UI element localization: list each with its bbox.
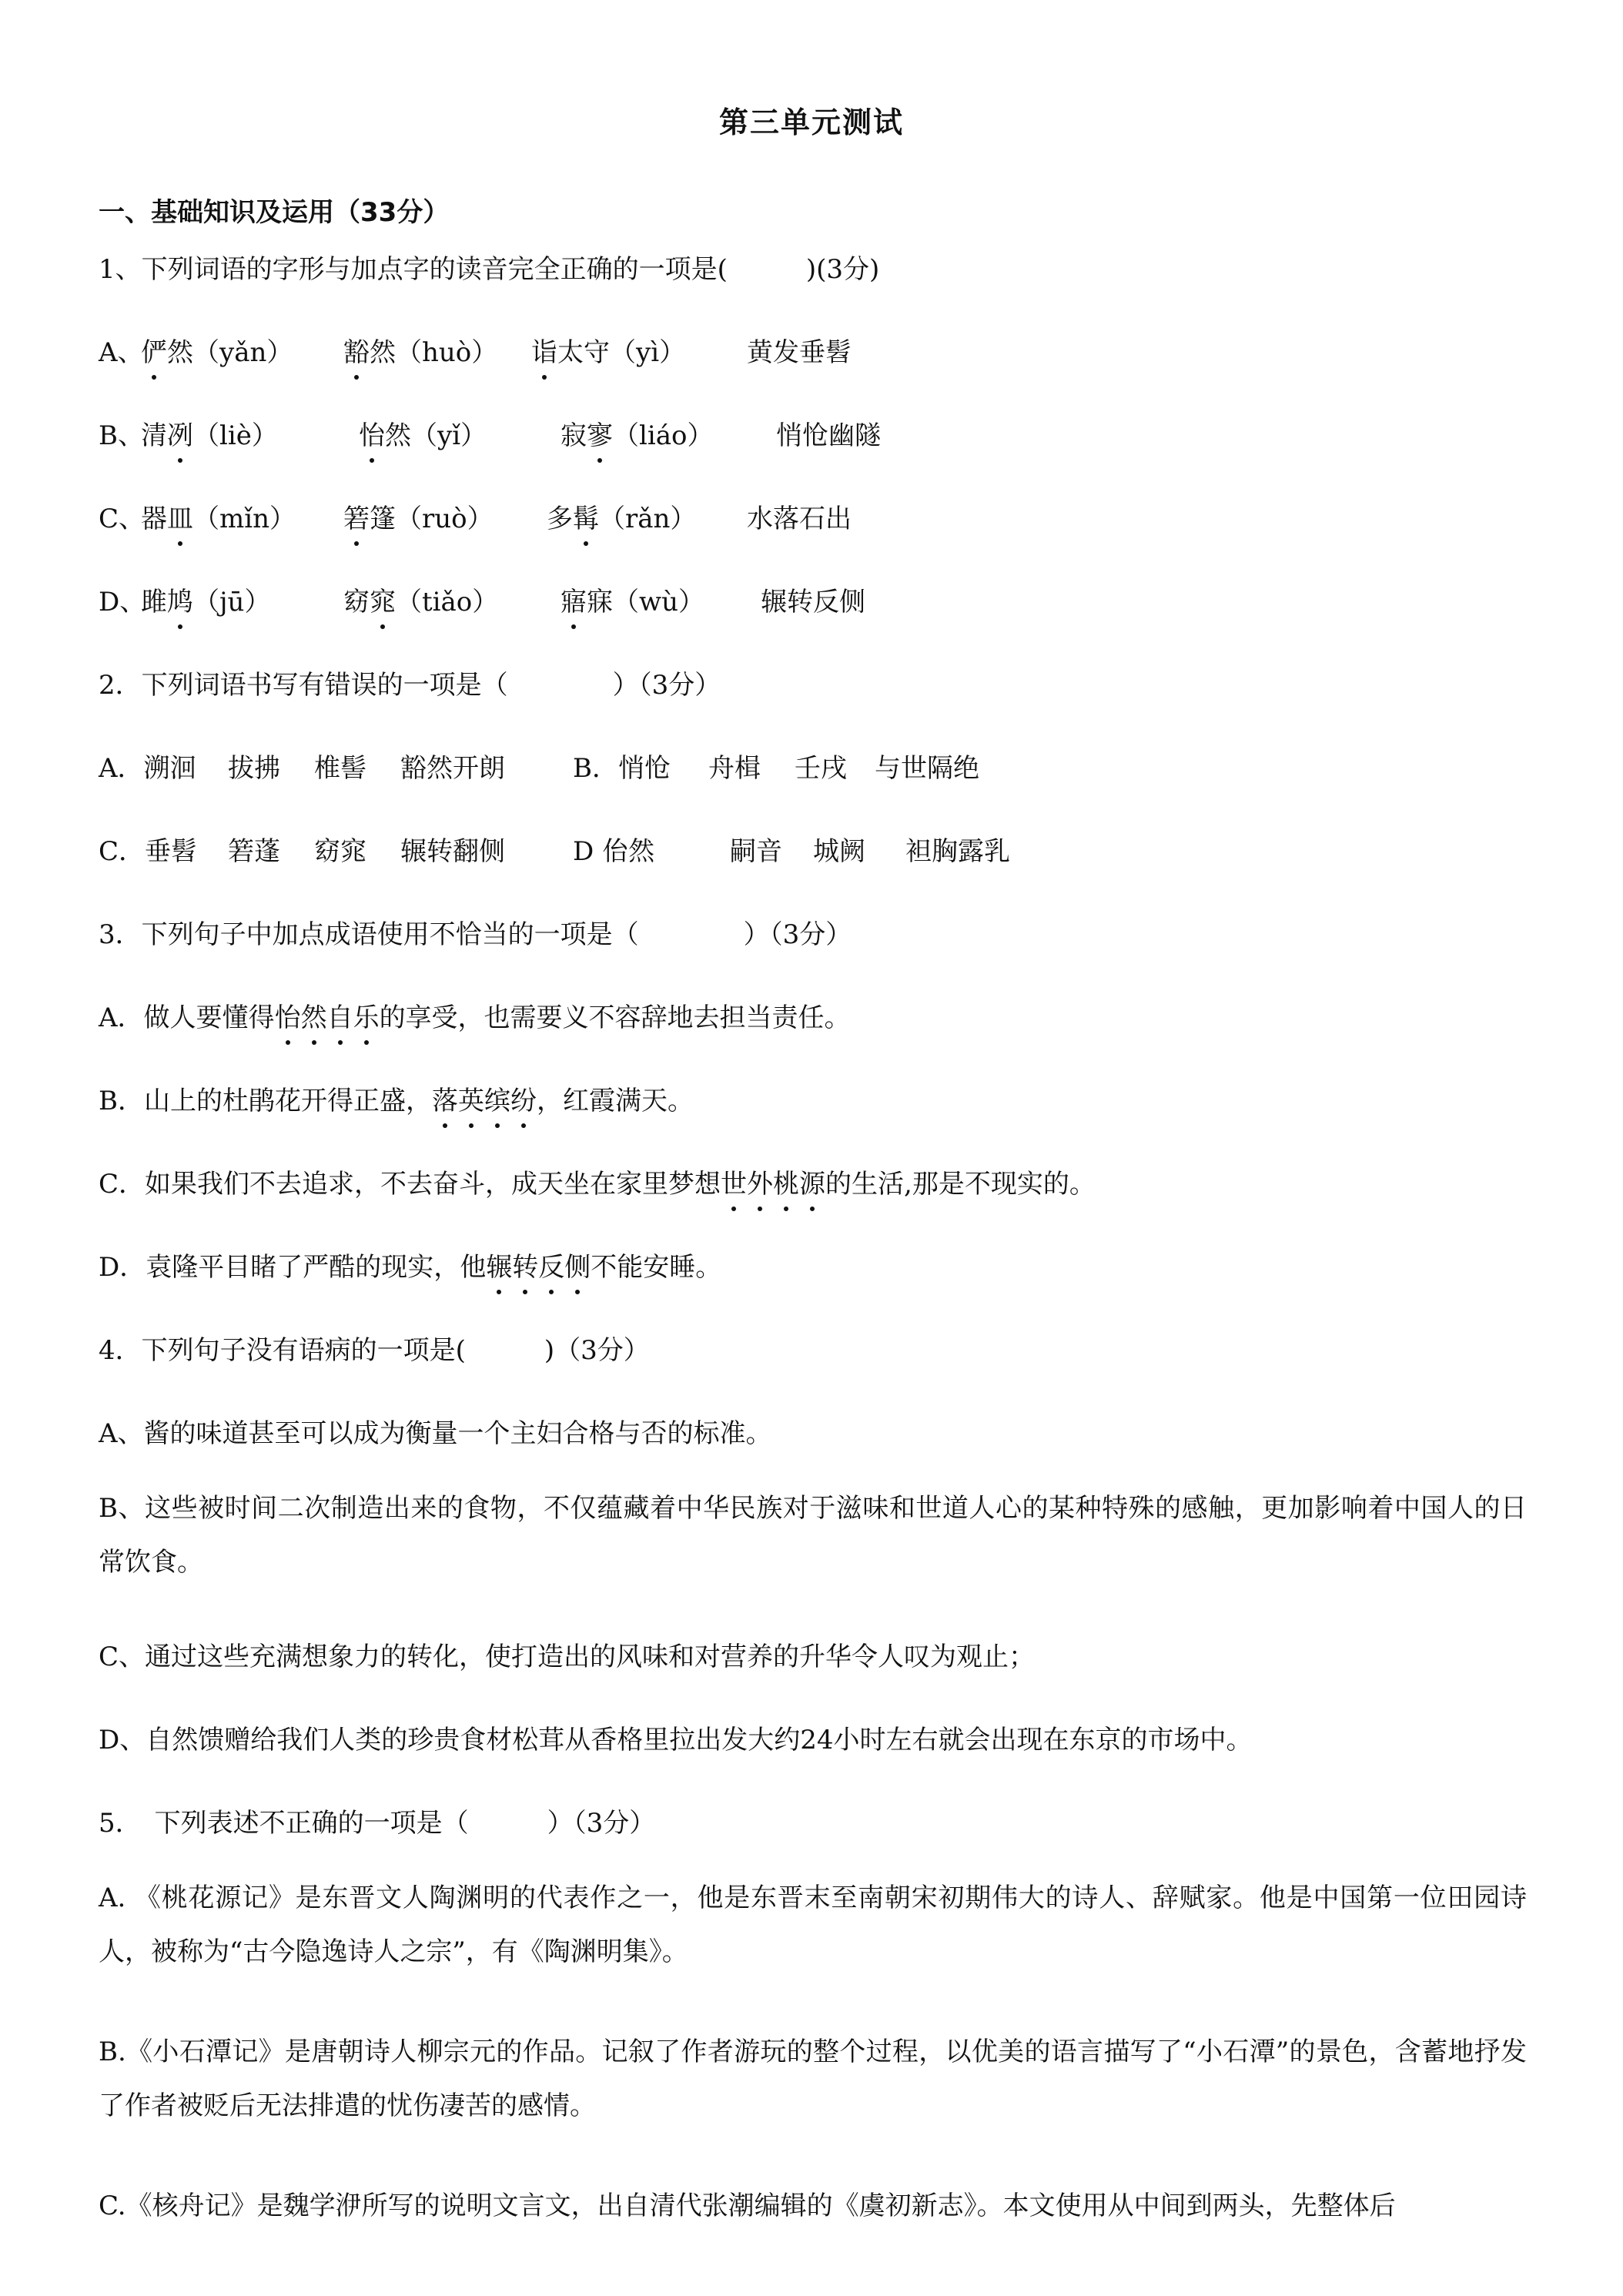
dotted-char: 豁 — [343, 331, 370, 369]
q3-option-a: A．做人要懂得怡然自乐的享受，也需要义不容辞地去担当责任。 — [99, 996, 851, 1034]
option-label: B、 — [99, 420, 144, 451]
option-word: C．垂髫 — [99, 836, 198, 867]
option-word: 嗣音 — [730, 836, 782, 867]
q4-option-c: C、通过这些充满想象力的转化，使打造出的风味和对营养的升华令人叹为观止； — [99, 1642, 1036, 1672]
q3-stem: 3．下列句子中加点成语使用不恰当的一项是（ ）（3分） — [99, 919, 852, 950]
dotted-char: 桃 — [773, 1163, 799, 1200]
option-word: 窈窕（tiǎo） — [343, 581, 498, 618]
option-label: A、 — [99, 337, 144, 368]
dotted-char: 缤 — [484, 1079, 510, 1117]
q4-option-b: B、这些被时间二次制造出来的食物，不仅蕴藏着中华民族对于滋味和世道人心的某种特殊的感触，更加影响着中国人的日常饮食。 — [99, 1493, 1527, 1578]
option-label: C、 — [99, 504, 146, 534]
option-word: 诣太守（yì） — [531, 331, 685, 369]
option-word: 椎髻 — [314, 753, 366, 784]
dotted-char: 自 — [327, 996, 353, 1034]
dotted-char: 冽 — [167, 414, 193, 452]
dotted-idiom — [432, 1086, 537, 1116]
dotted-char: 侧 — [564, 1246, 591, 1284]
option-word: 豁然（huò） — [343, 331, 497, 369]
dotted-char: 皿 — [167, 497, 193, 535]
dotted-char: 然 — [301, 996, 327, 1034]
dotted-char: 怡 — [359, 414, 385, 452]
option-word: 窈窕 — [314, 836, 366, 867]
q5-option-b: B.《小石潭记》是唐朝诗人柳宗元的作品。记叙了作者游玩的整个过程，以优美的语言描写了“小石潭”的景色，含蓄地抒发了作者被贬后无法排遣的忧伤凄苦的感情。 — [99, 2037, 1527, 2121]
q5-option-a: A. 《桃花源记》是东晋文人陶渊明的代表作之一，他是东晋末至南朝宋初期伟大的诗人、辞赋家。他是中国第一位田园诗人，被称为“古今隐逸诗人之宗”，有《陶渊明集》。 — [99, 1883, 1527, 1967]
option-word: 寂寥（liáo） — [561, 414, 714, 452]
option-word: 悄怆幽隧 — [776, 420, 881, 451]
dotted-char: 窕 — [370, 581, 396, 618]
option-word: 辗转翻侧 — [400, 836, 505, 867]
dotted-char: 反 — [538, 1246, 564, 1284]
dotted-idiom — [721, 1169, 825, 1200]
option-word: 与世隔绝 — [875, 753, 979, 784]
q4-stem: 4．下列句子没有语病的一项是( )（3分） — [99, 1335, 650, 1366]
option-word: 清冽（liè） — [141, 414, 278, 452]
option-word: 辗转反侧 — [761, 587, 865, 618]
q3-option-d: D．袁隆平目睹了严酷的现实，他辗转反侧不能安睡。 — [99, 1246, 721, 1284]
q3-option-b: B．山上的杜鹃花开得正盛，落英缤纷，红霞满天。 — [99, 1079, 694, 1117]
q5-option-c: C.《核舟记》是魏学洢所写的说明文言文，出自清代张潮编辑的《虞初新志》。本文使用从中间到两头，先整体后 — [99, 2191, 1396, 2221]
dotted-char: 髯 — [573, 497, 599, 535]
dotted-char: 世 — [721, 1163, 747, 1200]
dotted-char: 源 — [799, 1163, 825, 1200]
dotted-char: 落 — [432, 1079, 458, 1117]
q3-option-c: C．如果我们不去追求，不去奋斗，成天坐在家里梦想世外桃源的生活,那是不现实的。 — [99, 1163, 1096, 1200]
option-word: D 佁然 — [573, 836, 655, 867]
dotted-char: 寤 — [561, 581, 587, 618]
option-word: 壬戌 — [795, 753, 847, 784]
option-word: 箬蓬 — [228, 836, 280, 867]
page-title: 第三单元测试 — [718, 105, 904, 139]
option-word: B．悄怆 — [573, 753, 671, 784]
dotted-char: 转 — [512, 1246, 538, 1284]
q4-option-d: D、自然馈赠给我们人类的珍贵食材松茸从香格里拉出发大约24小时左右就会出现在东京的市场中。 — [99, 1725, 1253, 1755]
q4-option-a: A、酱的味道甚至可以成为衡量一个主妇合格与否的标准。 — [99, 1418, 772, 1449]
dotted-idiom — [275, 1002, 380, 1033]
dotted-char: 怡 — [275, 996, 301, 1034]
option-word: 箬篷（ruò） — [343, 497, 494, 535]
option-word: 城阙 — [813, 836, 865, 867]
option-word: 器皿（mǐn） — [141, 497, 296, 535]
dotted-char: 诣 — [531, 331, 557, 369]
q2-stem: 2．下列词语书写有错误的一项是（ ）（3分） — [99, 670, 721, 701]
dotted-char: 纷 — [510, 1079, 537, 1117]
option-word: A．溯洄 — [99, 753, 196, 784]
dotted-char: 俨 — [141, 331, 167, 369]
dotted-char: 鸠 — [167, 581, 193, 618]
option-word: 袒胸露乳 — [905, 836, 1010, 867]
option-word: 俨然（yǎn） — [141, 331, 293, 369]
option-word: 水落石出 — [747, 504, 852, 534]
dotted-char: 英 — [458, 1079, 484, 1117]
section-heading: 一、基础知识及运用（33分） — [99, 197, 450, 228]
option-word: 寤寐（wù） — [561, 581, 704, 618]
option-word: 拔拂 — [228, 753, 280, 784]
dotted-char: 乐 — [353, 996, 380, 1034]
q1-stem: 1、下列词语的字形与加点字的读音完全正确的一项是( )(3分) — [99, 254, 880, 285]
option-word: 舟楫 — [708, 753, 761, 784]
option-word: 雎鸠（jū） — [141, 581, 270, 618]
option-word: 豁然开朗 — [400, 753, 505, 784]
q5-stem: 5． 下列表述不正确的一项是（ ）（3分） — [99, 1808, 656, 1839]
dotted-char: 辗 — [486, 1246, 512, 1284]
option-word: 黄发垂髫 — [747, 337, 852, 368]
dotted-char: 寥 — [587, 414, 613, 452]
option-label: D、 — [99, 587, 146, 618]
dotted-idiom — [486, 1252, 591, 1283]
option-word: 怡然（yǐ） — [359, 414, 487, 452]
dotted-char: 箬 — [343, 497, 370, 535]
option-word: 多髯（rǎn） — [547, 497, 696, 535]
dotted-char: 外 — [747, 1163, 773, 1200]
